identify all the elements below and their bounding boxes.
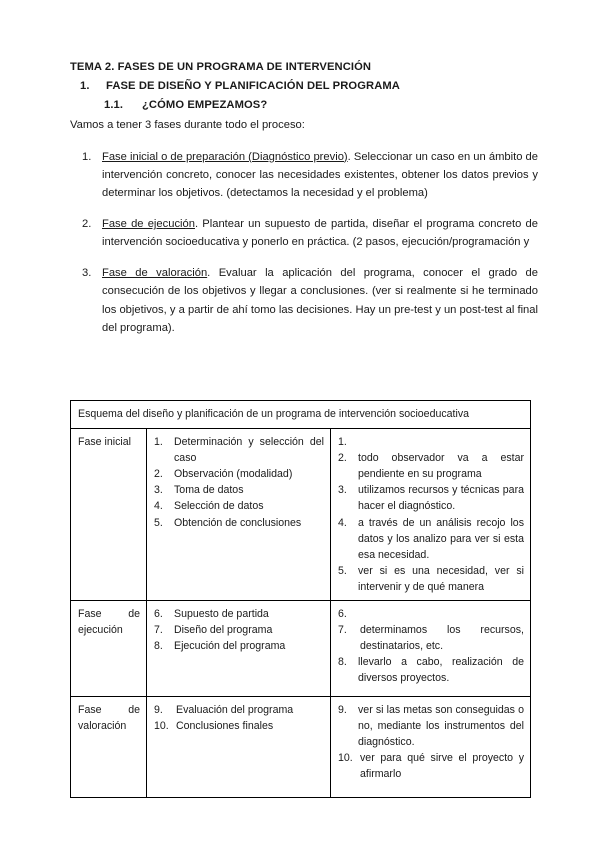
steps-cell — [147, 697, 331, 798]
phase-cell — [71, 601, 147, 697]
list-item — [154, 622, 324, 638]
steps-list — [154, 606, 324, 654]
section-heading — [70, 79, 538, 95]
notes-cell — [331, 697, 531, 798]
item-text: Obtención de conclusiones — [174, 516, 302, 529]
list-item — [154, 498, 324, 514]
item-marker: 2. — [154, 468, 163, 481]
item-marker: 1. — [338, 436, 347, 449]
list-item — [154, 606, 324, 622]
list-item — [154, 638, 324, 654]
table-row — [71, 429, 531, 601]
phase-marker: 3. — [82, 267, 92, 280]
item-text: Observación (modalidad) — [174, 468, 293, 481]
schema-table — [70, 400, 531, 798]
item-text: Conclusiones finales — [176, 720, 274, 733]
list-item — [338, 606, 524, 622]
item-text: Ejecución del programa — [174, 640, 286, 653]
item-text: Diseño del programa — [174, 624, 273, 637]
item-marker: 3. — [154, 484, 163, 497]
item-marker: 7. — [154, 624, 163, 637]
item-text: todo observador va a estar pendiente en su programa — [358, 452, 524, 481]
item-marker: 8. — [154, 640, 163, 653]
phase-title-underlined: Fase de ejecución — [102, 217, 195, 230]
subsection-heading — [70, 98, 538, 114]
list-item — [338, 622, 524, 654]
list-item — [154, 718, 324, 734]
item-text: a través de un análisis recojo los datos y los analizo para ver si esta esa necesidad. — [358, 516, 524, 561]
list-item — [338, 450, 524, 482]
phase-marker: 2. — [82, 217, 92, 230]
phase-name: Fase de ejecución — [78, 608, 140, 637]
steps-list — [154, 434, 324, 531]
list-item — [338, 563, 524, 595]
item-marker: 1. — [154, 436, 163, 449]
table-caption-row — [71, 401, 531, 429]
item-marker: 3. — [338, 484, 347, 497]
item-marker: 7. — [338, 624, 347, 637]
phase-cell — [71, 697, 147, 798]
list-item — [338, 750, 524, 782]
phase-body: . Plantear un supuesto de partida, diseñar el programa concreto de intervención socioeducativa y ponerlo en práctica. (2 pasos, ejecución/programación y — [102, 217, 538, 249]
item-marker: 9. — [338, 704, 347, 717]
phase-title-underlined: Fase inicial o de preparación (Diagnóstico previo) — [102, 150, 348, 163]
phase-title-underlined: Fase de valoración — [102, 267, 208, 280]
item-text — [358, 606, 524, 622]
list-item — [338, 702, 524, 750]
phase-name: Fase inicial — [78, 436, 131, 449]
notes-cell — [331, 429, 531, 601]
section-title: FASE DE DISEÑO Y PLANIFICACIÓN DEL PROGRAMA — [106, 79, 400, 92]
list-item — [154, 482, 324, 498]
list-item — [338, 482, 524, 514]
item-marker: 10. — [338, 752, 353, 765]
phase-item — [70, 264, 538, 337]
list-item — [338, 515, 524, 563]
subsection-title: ¿CÓMO EMPEZAMOS? — [142, 98, 268, 111]
item-marker: 5. — [154, 516, 163, 529]
steps-cell — [147, 601, 331, 697]
phase-marker: 1. — [82, 150, 92, 163]
item-text — [358, 434, 524, 450]
document-title: TEMA 2. FASES DE UN PROGRAMA DE INTERVENCIÓN — [70, 61, 372, 73]
notes-list — [338, 434, 524, 595]
item-marker: 8. — [338, 656, 347, 669]
list-item — [154, 466, 324, 482]
item-text: utilizamos recursos y técnicas para hacer el diagnóstico. — [358, 484, 524, 513]
list-item — [338, 654, 524, 686]
phase-cell — [71, 429, 147, 601]
list-item — [338, 434, 524, 450]
intro-paragraph: Vamos a tener 3 fases durante todo el proceso: — [70, 118, 305, 131]
item-marker: 10. — [154, 720, 169, 733]
item-text: Toma de datos — [174, 484, 244, 497]
phase-item — [70, 215, 538, 251]
item-text: Supuesto de partida — [174, 608, 269, 621]
steps-list — [154, 702, 324, 734]
item-marker: 9. — [154, 704, 163, 717]
item-marker: 6. — [338, 608, 347, 621]
list-item — [154, 434, 324, 466]
item-text: Evaluación del programa — [176, 704, 294, 717]
phase-text — [102, 148, 538, 202]
table-row — [71, 601, 531, 697]
item-marker: 4. — [154, 500, 163, 513]
section-number: 1. — [80, 79, 90, 92]
table-row — [71, 697, 531, 798]
phase-text — [102, 264, 538, 337]
item-text: ver si es una necesidad, ver si intervenir y de qué manera — [358, 564, 524, 593]
item-marker: 4. — [338, 516, 347, 529]
list-item — [154, 702, 324, 718]
item-marker: 6. — [154, 608, 163, 621]
phase-name: Fase de valoración — [78, 704, 140, 733]
item-text: Selección de datos — [174, 500, 264, 513]
phases-list — [70, 148, 538, 337]
item-text: Determinación y selección del caso — [174, 436, 324, 465]
phase-item — [70, 148, 538, 202]
notes-list — [338, 702, 524, 782]
item-text: determinamos los recursos, destinatarios, etc. — [360, 624, 524, 653]
phase-text — [102, 215, 538, 251]
list-item — [154, 515, 324, 531]
item-text: ver si las metas son conseguidas o no, mediante los instrumentos del diagnóstico. — [358, 704, 524, 749]
item-text: llevarlo a cabo, realización de diversos proyectos. — [358, 656, 524, 685]
notes-list — [338, 606, 524, 686]
phase-body: . Seleccionar un caso en un ámbito de intervención concreto, conocer las necesidades existentes, obtener los datos previos y determinar los objetivos. (detectamos la necesidad y el problema) — [102, 150, 538, 199]
notes-cell — [331, 601, 531, 697]
steps-cell — [147, 429, 331, 601]
item-marker: 2. — [338, 452, 347, 465]
item-marker: 5. — [338, 564, 347, 577]
item-text: ver para qué sirve el proyecto y afirmarlo — [360, 752, 524, 781]
table-caption: Esquema del diseño y planificación de un programa de intervención socioeducativa — [71, 401, 531, 429]
subsection-number: 1.1. — [104, 98, 124, 111]
phase-body: . Evaluar la aplicación del programa, conocer el grado de consecución de los objetivos y llegar a conclusiones. (ver si realmente si he terminado los objetivos, y a partir de ahí tomo las decisiones. Hay un pre-test y un post-test al final del programa). — [102, 267, 538, 334]
